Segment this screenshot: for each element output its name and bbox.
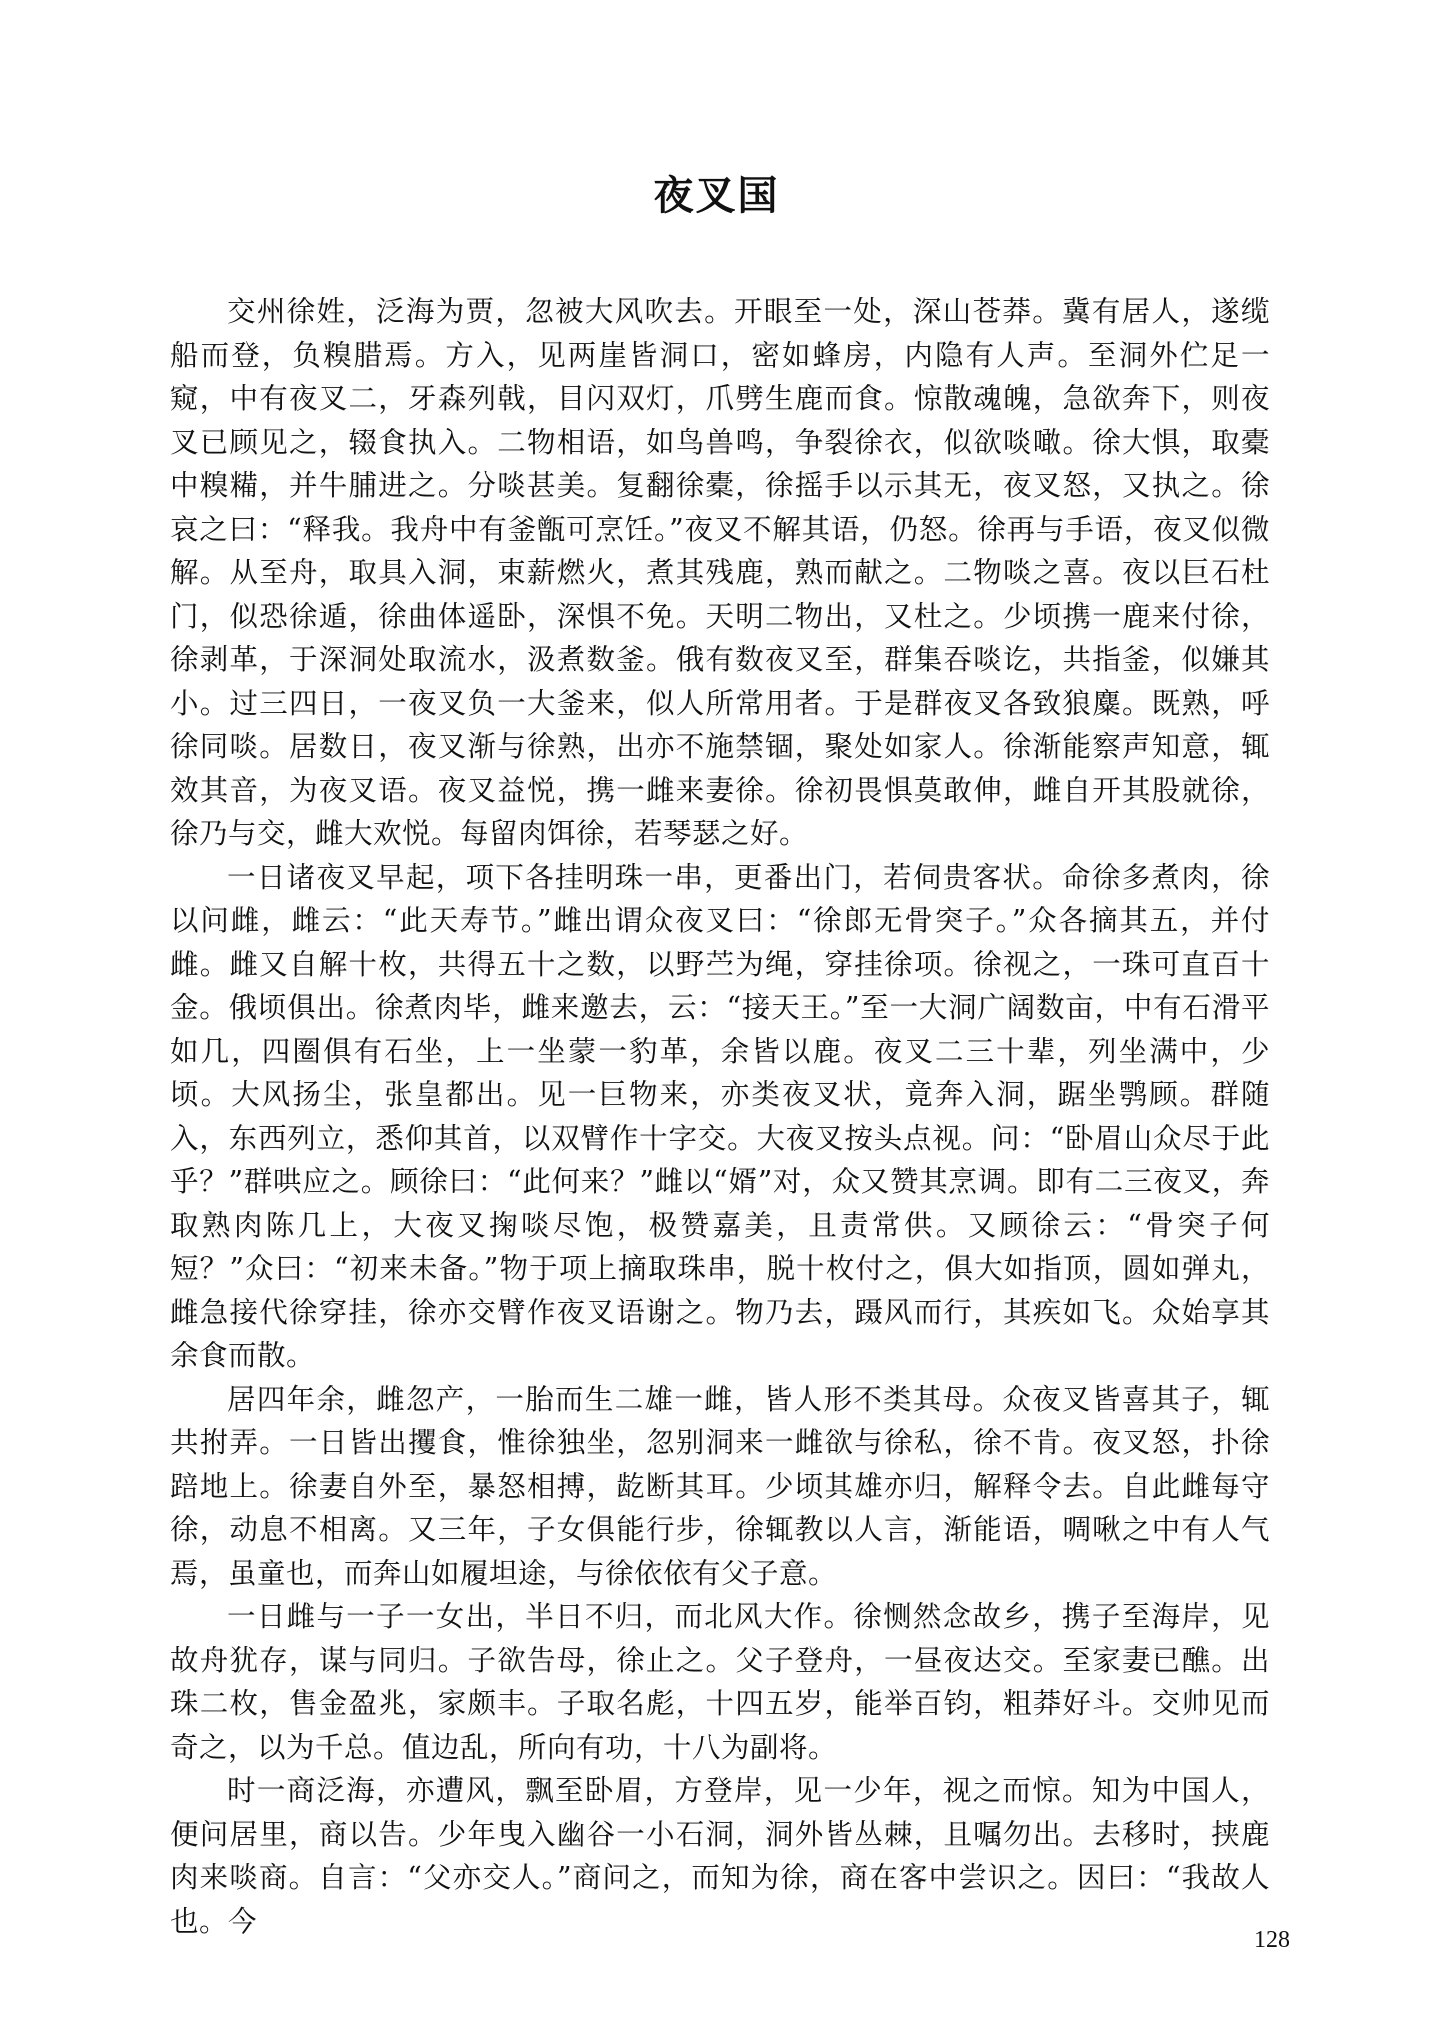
paragraph-4: 一日雌与一子一女出，半日不归，而北风大作。徐恻然念故乡，携子至海岸，见故舟犹存，谋与同归。子欲告母，徐止之。父子登舟，一昼夜达交。至家妻已醮。出珠二枚，售金盈兆，家颇丰。子取名彪，十四五岁，能举百钧，粗莽好斗。交帅见而奇之，以为千总。值边乱，所向有功，十八为副将。 <box>170 1600 1270 1764</box>
paragraph-1: 交州徐姓，泛海为贾，忽被大风吹去。开眼至一处，深山苍莽。冀有居人，遂缆船而登，负糗腊焉。方入，见两崖皆洞口，密如蜂房，内隐有人声。至洞外伫足一窥，中有夜叉二，牙森列戟，目闪双灯，爪劈生鹿而食。惊散魂魄，急欲奔下，则夜叉已顾见之，辍食执入。二物相语，如鸟兽鸣，争裂徐衣，似欲啖噉。徐大惧，取橐中糗糒，并牛脯进之。分啖甚美。复翻徐橐，徐摇手以示其无，夜叉怒，又执之。徐哀之曰：“释我。我舟中有釜甑可烹饪。”夜叉不解其语，仍怒。徐再与手语，夜叉似微解。从至舟，取具入洞，束薪燃火，煮其残鹿，熟而献之。二物啖之喜。夜以巨石杜门，似恐徐遁，徐曲体遥卧，深惧不免。天明二物出，又杜之。少顷携一鹿来付徐，徐剥革，于深洞处取流水，汲煮数釜。俄有数夜叉至，群集吞啖讫，共指釜，似嫌其小。过三四日，一夜叉负一大釜来，似人所常用者。于是群夜叉各致狼麋。既熟，呼徐同啖。居数日，夜叉渐与徐熟，出亦不施禁锢，聚处如家人。徐渐能察声知意，辄效其音，为夜叉语。夜叉益悦，携一雌来妻徐。徐初畏惧莫敢伸，雌自开其股就徐，徐乃与交，雌大欢悦。每留肉饵徐，若琴瑟之好。 <box>170 295 1270 850</box>
paragraph-5: 时一商泛海，亦遭风，飘至卧眉，方登岸，见一少年，视之而惊。知为中国人，便问居里，商以告。少年曳入幽谷一小石洞，洞外皆丛棘，且嘱勿出。去移时，挟鹿肉来啖商。自言：“父亦交人。”商问之，而知为徐，商在客中尝识之。因曰：“我故人也。今 <box>170 1774 1270 1938</box>
body-text <box>170 290 1270 1943</box>
paragraph-2: 一日诸夜叉早起，项下各挂明珠一串，更番出门，若伺贵客状。命徐多煮肉，徐以问雌，雌云：“此天寿节。”雌出谓众夜叉曰：“徐郎无骨突子。”众各摘其五，并付雌。雌又自解十枚，共得五十之数，以野苎为绳，穿挂徐项。徐视之，一珠可直百十金。俄顷俱出。徐煮肉毕，雌来邀去，云：“接天王。”至一大洞广阔数亩，中有石滑平如几，四圈俱有石坐，上一坐蒙一豹革，余皆以鹿。夜叉二三十辈，列坐满中，少顷。大风扬尘，张皇都出。见一巨物来，亦类夜叉状，竟奔入洞，踞坐鹗顾。群随入，东西列立，悉仰其首，以双臂作十字交。大夜叉按头点视。问：“卧眉山众尽于此乎？”群哄应之。顾徐曰：“此何来？”雌以“婿”对，众又赞其烹调。即有二三夜叉，奔取熟肉陈几上，大夜叉掬啖尽饱，极赞嘉美，且责常供。又顾徐云：“骨突子何短？”众曰：“初来未备。”物于项上摘取珠串，脱十枚付之，俱大如指顶，圆如弹丸，雌急接代徐穿挂，徐亦交臂作夜叉语谢之。物乃去，蹑风而行，其疾如飞。众始享其余食而散。 <box>170 860 1270 1372</box>
page-title: 夜叉国 <box>653 173 780 219</box>
page-number: 128 <box>1254 1927 1290 1953</box>
paragraph-3: 居四年余，雌忽产，一胎而生二雄一雌，皆人形不类其母。众夜叉皆喜其子，辄共拊弄。一日皆出攫食，惟徐独坐，忽别洞来一雌欲与徐私，徐不肯。夜叉怒，扑徐踣地上。徐妻自外至，暴怒相搏，龁断其耳。少顷其雄亦归，解释令去。自此雌每守徐，动息不相离。又三年，子女俱能行步，徐辄教以人言，渐能语，啁啾之中有人气焉，虽童也，而奔山如履坦途，与徐依依有父子意。 <box>170 1382 1270 1590</box>
